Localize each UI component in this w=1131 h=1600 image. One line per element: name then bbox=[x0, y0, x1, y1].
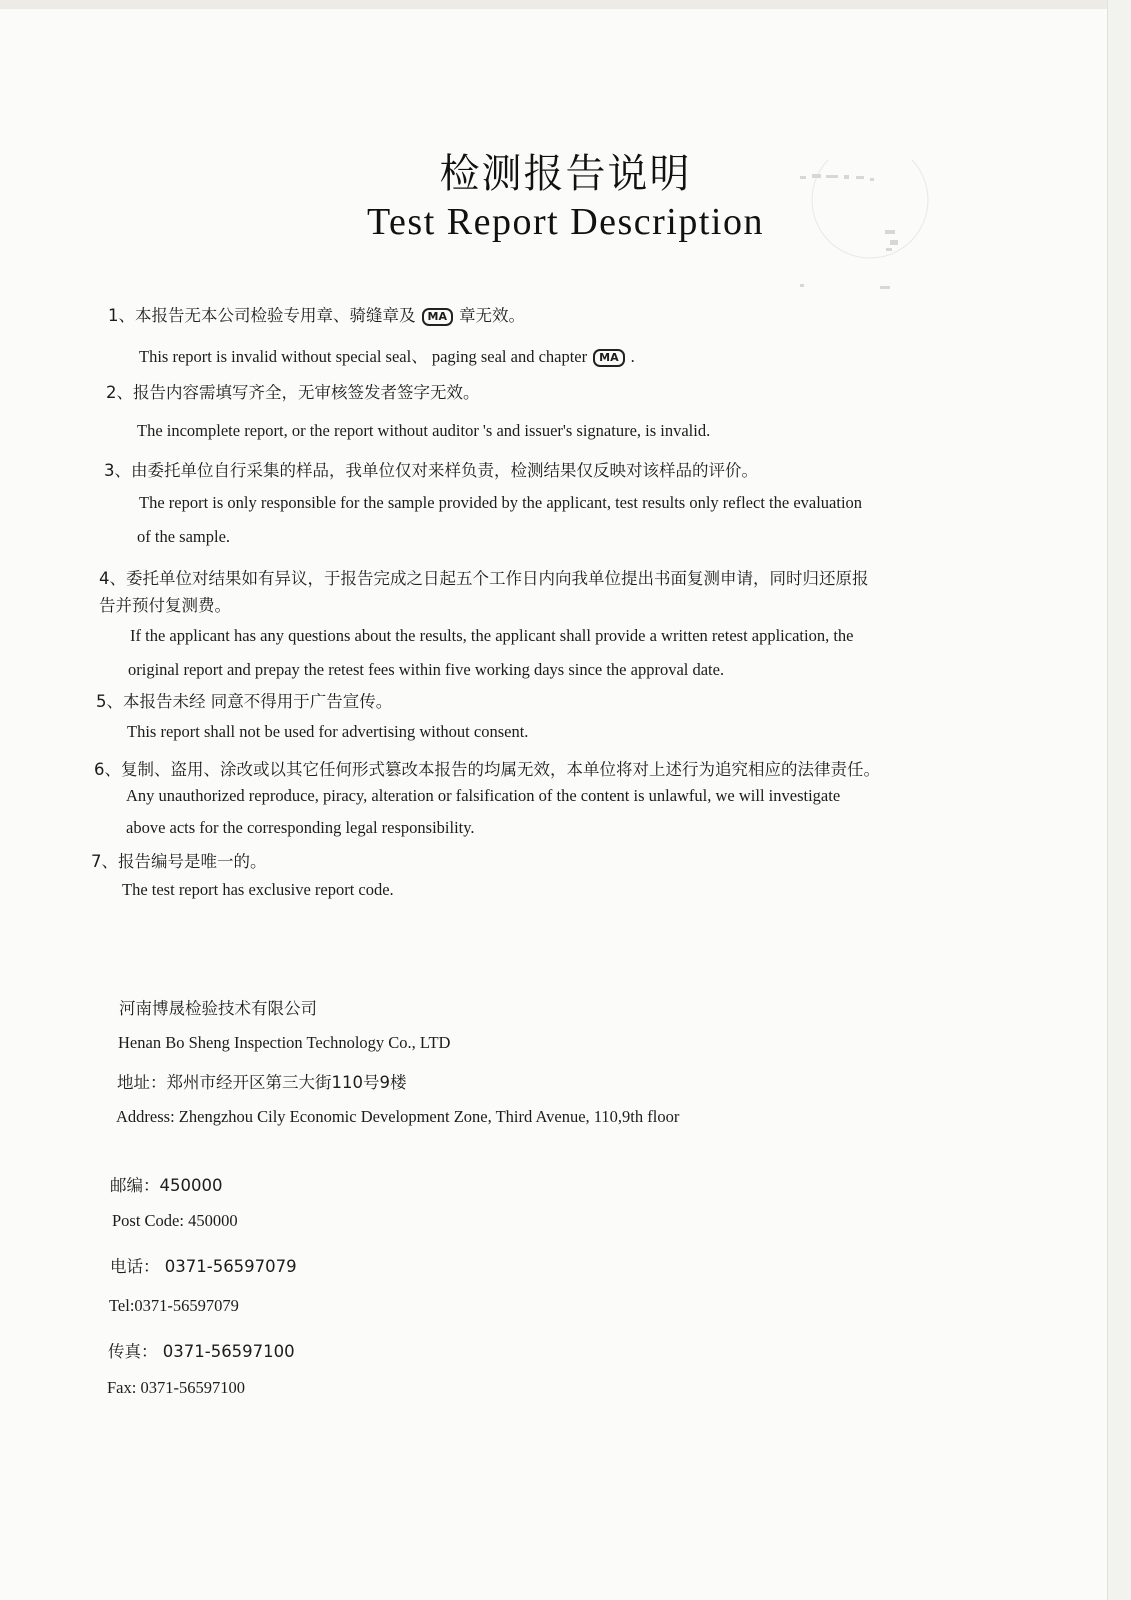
item-1-en-tail: . bbox=[630, 347, 635, 366]
item-7-cn: 7、报告编号是唯一的。 bbox=[91, 852, 267, 871]
item-1-en bbox=[139, 343, 635, 367]
item-1-cn-text: 1、本报告无本公司检验专用章、骑缝章及 bbox=[108, 306, 416, 325]
company-address-en: Address: Zhengzhou Cily Economic Development Zone, Third Avenue, 110,9th floor bbox=[116, 1107, 680, 1126]
company-address-cn: 地址：郑州市经开区第三大街110号9楼 bbox=[117, 1073, 407, 1092]
phone-cn: 电话： 0371-56597079 bbox=[110, 1257, 297, 1276]
item-2-cn: 2、报告内容需填写齐全，无审核签发者签字无效。 bbox=[106, 383, 480, 402]
company-name-en: Henan Bo Sheng Inspection Technology Co., LTD bbox=[118, 1033, 451, 1052]
item-1-cn-text-tail: 章无效。 bbox=[458, 306, 525, 325]
company-name-cn: 河南博晟检验技术有限公司 bbox=[119, 999, 317, 1018]
item-3-cn: 3、由委托单位自行采集的样品，我单位仅对来样负责，检测结果仅反映对该样品的评价。 bbox=[104, 461, 758, 480]
item-4-cn-line1: 4、委托单位对结果如有异议，于报告完成之日起五个工作日内向我单位提出书面复测申请，同时归还原报 bbox=[99, 569, 869, 588]
page-title-en: Test Report Description bbox=[367, 201, 764, 243]
page-title-cn: 检测报告说明 bbox=[439, 151, 692, 197]
item-5-en: This report shall not be used for advertising without consent. bbox=[127, 722, 529, 741]
item-1-cn bbox=[108, 302, 525, 326]
item-7-en: The test report has exclusive report code. bbox=[122, 880, 394, 899]
fax-cn: 传真： 0371-56597100 bbox=[108, 1342, 295, 1361]
item-4-cn-line2: 告并预付复测费。 bbox=[99, 596, 231, 615]
ma-seal-badge: MA bbox=[422, 308, 453, 326]
item-6-en-line2: above acts for the corresponding legal responsibility. bbox=[126, 818, 475, 837]
postcode-en: Post Code: 450000 bbox=[112, 1211, 238, 1230]
item-4-en-line2: original report and prepay the retest fees within five working days since the approval date. bbox=[128, 660, 725, 679]
scan-top-edge bbox=[0, 0, 1131, 9]
item-1-en-text: This report is invalid without special seal、 paging seal and chapter bbox=[139, 347, 588, 366]
phone-en: Tel:0371-56597079 bbox=[109, 1296, 239, 1315]
item-4-en-line1: If the applicant has any questions about the results, the applicant shall provide a written retest application, the bbox=[130, 626, 854, 645]
item-2-en: The incomplete report, or the report without auditor 's and issuer's signature, is invalid. bbox=[137, 421, 711, 440]
ma-seal-badge-en: MA bbox=[593, 349, 624, 367]
item-6-cn: 6、复制、盗用、涂改或以其它任何形式篡改本报告的均属无效，本单位将对上述行为追究相应的法律责任。 bbox=[94, 760, 880, 779]
postcode-cn: 邮编：450000 bbox=[110, 1176, 223, 1195]
fax-en: Fax: 0371-56597100 bbox=[107, 1378, 245, 1397]
item-3-en-line2: of the sample. bbox=[137, 527, 231, 546]
item-5-cn: 5、本报告未经 同意不得用于广告宣传。 bbox=[96, 692, 393, 711]
item-6-en-line1: Any unauthorized reproduce, piracy, alteration or falsification of the content is unlawful, we will investigate bbox=[126, 786, 841, 805]
item-3-en-line1: The report is only responsible for the sample provided by the applicant, test results only reflect the evaluation bbox=[139, 493, 863, 512]
